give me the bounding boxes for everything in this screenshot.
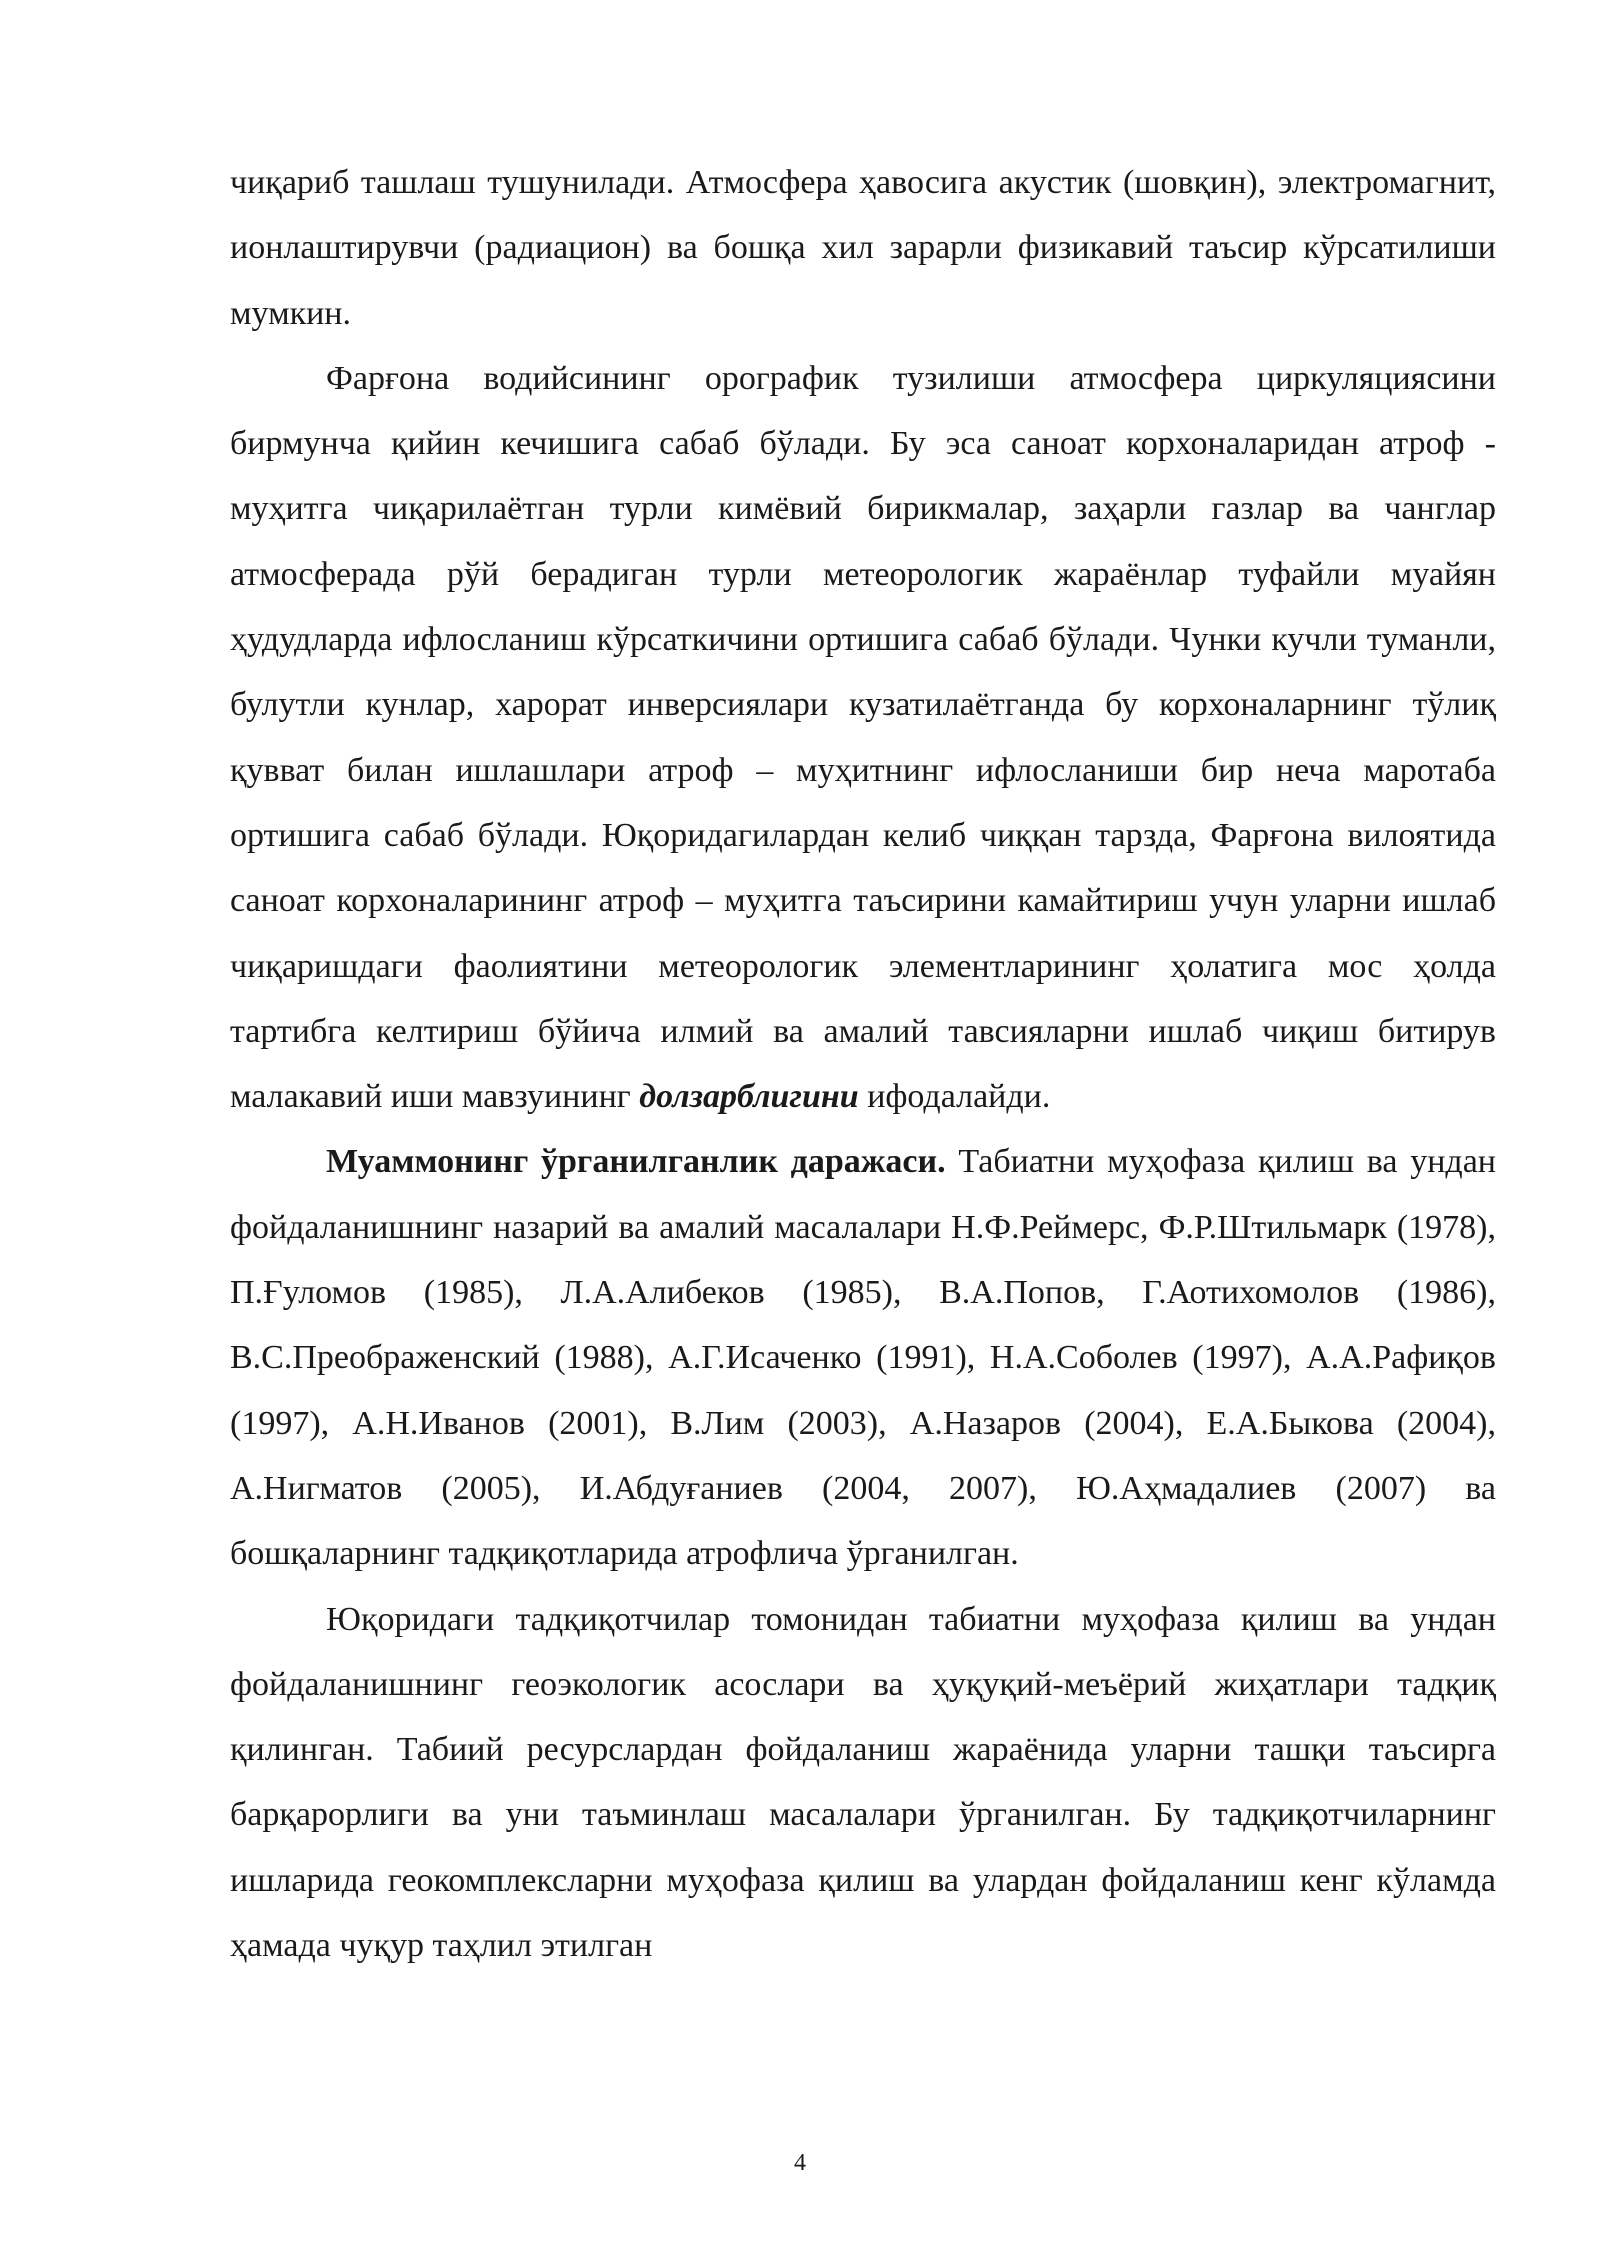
page-number: 4: [794, 2150, 806, 2176]
section-heading: Муаммонинг ўрганилганлик даражаси.: [326, 1143, 946, 1181]
emphasis-term: долзарблигини: [639, 1078, 859, 1116]
paragraph-relevance: [230, 346, 1496, 1130]
paragraph-text: чиқариб ташлаш тушунилади. Атмосфера ҳавосига акустик (шовқин), электромагнит, ионлаштирувчи (радиацион) ва бошқа хил зарарли физикавий таъсир кўрсатилиши мумкин.: [230, 164, 1496, 332]
paragraph-text: Юқоридаги тадқиқотчилар томонидан табиатни муҳофаза қилиш ва ундан фойдаланишнинг геоэкологик асослари ва ҳуқуқий-меъёрий жиҳатлари тадқиқ қилинган. Табиий ресурслардан фойдаланиш жараёнида уларни ташқи таъсирга барқарорлиги ва уни таъминлаш масалалари ўрганилган. Бу тадқиқотчиларнинг ишларида геокомплексларни муҳофаза қилиш ва улардан фойдаланиш кенг кўламда ҳамада чуқур таҳлил этилган: [230, 1600, 1496, 1965]
document-body: [230, 150, 1496, 1978]
paragraph-continuation: [230, 150, 1496, 346]
paragraph-text: Табиатни муҳофаза қилиш ва ундан фойдаланишнинг назарий ва амалий масалалари Н.Ф.Реймерс, Ф.Р.Штильмарк (1978), П.Ғуломов (1985), Л.А.Алибеков (1985), В.А.Попов, Г.Аотихомолов (1986), В.С.Преображенский (1988), А.Г.Исаченко (1991), Н.А.Соболев (1997), А.А.Рафиқов (1997), А.Н.Иванов (2001), В.Лим (2003), А.Назаров (2004), Е.А.Быкова (2004), А.Нигматов (2005), И.Абдуғаниев (2004, 2007), Ю.Аҳмадалиев (2007) ва бошқаларнинг тадқиқотларида атрофлича ўрганилган.: [230, 1143, 1496, 1573]
paragraph-text: Фарғона водийсининг орографик тузилиши атмосфера циркуляциясини бирмунча қийин кечишига сабаб бўлади. Бу эса саноат корхоналаридан атроф - муҳитга чиқарилаётган турли кимёвий бирикмалар, заҳарли газлар ва чанглар атмосферада рўй берадиган турли метеорологик жараёнлар туфайли муайян ҳудудларда ифлосланиш кўрсаткичини ортишига сабаб бўлади. Чунки кучли туманли, булутли кунлар, харорат инверсиялари кузатилаётганда бу корхоналарнинг тўлиқ қувват билан ишлашлари атроф – муҳитнинг ифлосланиши бир неча маротаба ортишига сабаб бўлади. Юқоридагилардан келиб чиққан тарзда, Фарғона вилоятида саноат корхоналарининг атроф – муҳитга таъсирини камайтириш учун уларни ишлаб чиқаришдаги фаолиятини метеорологик элементларининг ҳолатига мос ҳолда тартибга келтириш бўйича илмий ва амалий тавсияларни ишлаб чиқиш битирув малакавий иши мавзуининг: [230, 359, 1496, 1116]
paragraph-study-degree: [230, 1129, 1496, 1586]
paragraph-researchers: [230, 1587, 1496, 1979]
paragraph-tail: ифодалайди.: [867, 1078, 1051, 1116]
